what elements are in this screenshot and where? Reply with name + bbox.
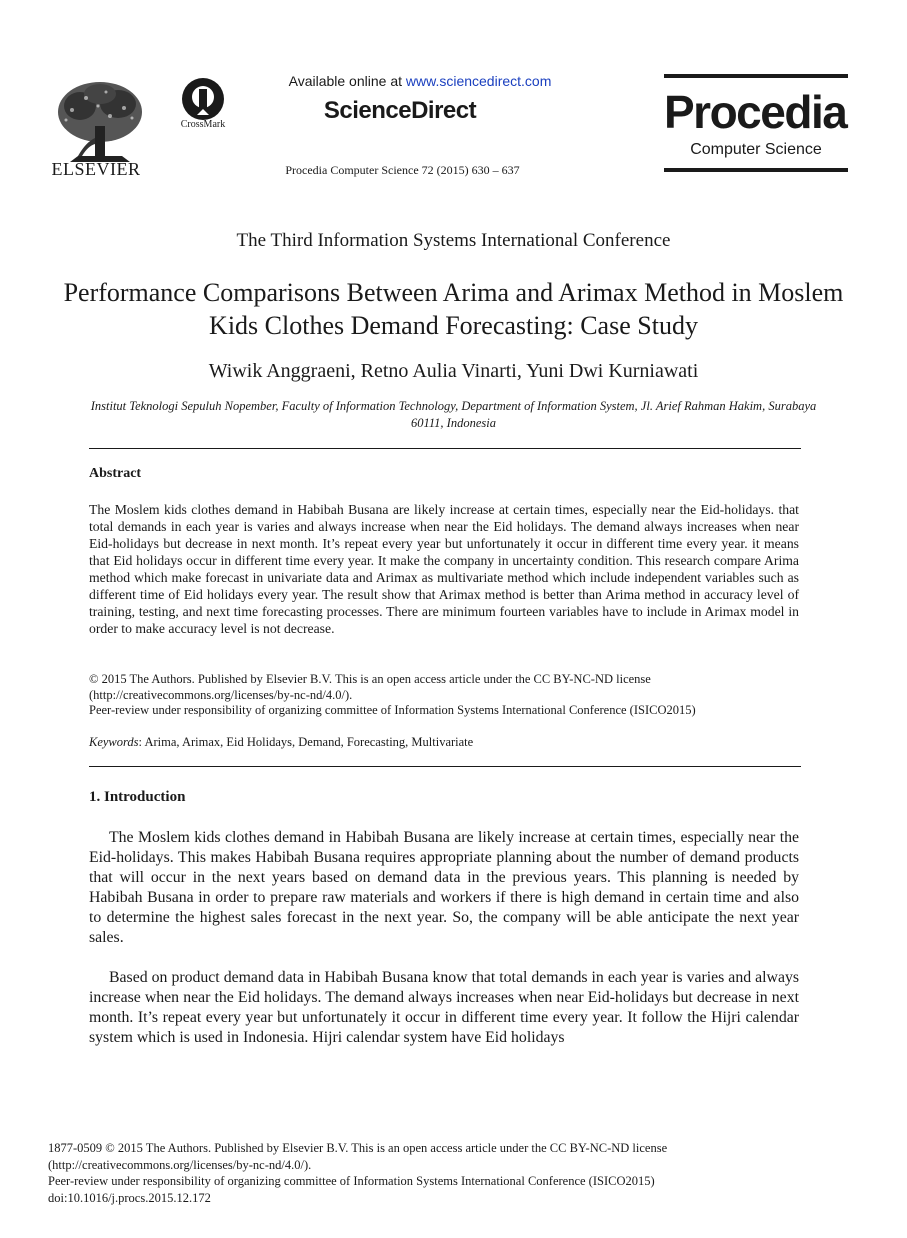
footer-issn-license: 1877-0509 © 2015 The Authors. Published by Elsevier B.V. This is an open access article under the CC BY-NC-ND license: [48, 1141, 668, 1155]
conference-name: The Third Information Systems International Conference: [236, 230, 671, 251]
peer-review-statement: Peer-review under responsibility of organizing committee of Information Systems International Conference (ISICO2015): [89, 703, 696, 717]
procedia-wordmark: Procedia: [664, 86, 847, 138]
footer-license-url[interactable]: (http://creativecommons.org/licenses/by-nc-nd/4.0/).: [48, 1157, 312, 1172]
procedia-subtitle: Computer Science: [690, 141, 822, 158]
sciencedirect-wordmark: ScienceDirect: [323, 97, 477, 124]
abstract-top-divider: [89, 448, 801, 449]
section-heading-introduction: 1. Introduction: [89, 789, 186, 805]
available-online: [230, 73, 610, 89]
procedia-top-rule: [664, 74, 848, 78]
abstract-bottom-divider: [89, 766, 801, 767]
footer-peer-review: Peer-review under responsibility of organizing committee of Information Systems International Conference (ISICO2015): [48, 1174, 655, 1188]
page-footer: [48, 1140, 848, 1206]
crossmark-label: CrossMark: [180, 119, 226, 130]
keywords-list: : Arima, Arimax, Eid Holidays, Demand, Forecasting, Multivariate: [138, 735, 474, 749]
keywords-line: [89, 735, 799, 750]
sciencedirect-link[interactable]: www.sciencedirect.com: [405, 73, 552, 89]
author-affiliation: Institut Teknologi Sepuluh Nopember, Faculty of Information Technology, Department of Information System, Jl. Arief Rahman Hakim, Surabaya 60111, Indonesia: [90, 399, 817, 430]
body-paragraph: Based on product demand data in Habibah Busana know that total demands in each year is varies and always increase when near the Eid holidays. The demand always increases when near Eid-holidays but decrease in next month. It’s repeat every year but unfortunately it occur in different time every year. It follow the Hijri calendar system which is used in Indonesia. Hijri calendar system have Eid holidays: [89, 969, 799, 1046]
available-prefix: Available online at: [288, 73, 406, 89]
abstract-heading: Abstract: [89, 466, 142, 481]
keywords-label: Keywords: [89, 735, 139, 749]
procedia-bottom-rule: [664, 168, 848, 172]
body-paragraph: The Moslem kids clothes demand in Habibah Busana are likely increase at certain times, especially near the Eid-holidays. This makes Habibah Busana requires appropriate planning about the number of demand products that will occur in the next years based on demand data in the previous years. This planning is needed by Habibah Busana in order to prepare raw materials and workers if there is high demand in certain time and also to determine the highest sales forecast in the next year. So, the company will be able anticipate the next year sales.: [89, 829, 799, 946]
license-statement: © 2015 The Authors. Published by Elsevier B.V. This is an open access article under the CC BY-NC-ND license (http://creativecommons.org/licenses/by-nc-nd/4.0/).: [89, 672, 651, 702]
author-list: Wiwik Anggraeni, Retno Aulia Vinarti, Yuni Dwi Kurniawati: [208, 360, 699, 382]
journal-reference: Procedia Computer Science 72 (2015) 630 – 637: [285, 163, 520, 177]
paper-title: Performance Comparisons Between Arima and Arimax Method in Moslem Kids Clothes Demand Forecasting: Case Study: [63, 278, 844, 340]
publisher-name: ELSEVIER: [51, 159, 141, 179]
footer-doi[interactable]: doi:10.1016/j.procs.2015.12.172: [48, 1190, 211, 1205]
abstract-text: The Moslem kids clothes demand in Habibah Busana are likely increase at certain times, especially near the Eid-holidays. that total demands in each year is varies and always increase when near the Eid holidays. The demand always increases when near Eid-holidays but decrease in next month. It’s repeat every year but unfortunately it occur in different time every year. it means that Eid holidays occur in different time every year. It make the company in uncertainty condition. This research compare Arima method which make forecast in univariate data and Arimax as multivariate method which include independent variables such as different time of Eid holidays every year. The result show that Arimax method is better than Arima method in accuracy level of training, testing, and next time forecasting processes. There are minimum fourteen variables have to include in Arimax model in order to make accuracy level is not decrease.: [89, 502, 799, 636]
crossmark-icon[interactable]: [180, 76, 226, 122]
